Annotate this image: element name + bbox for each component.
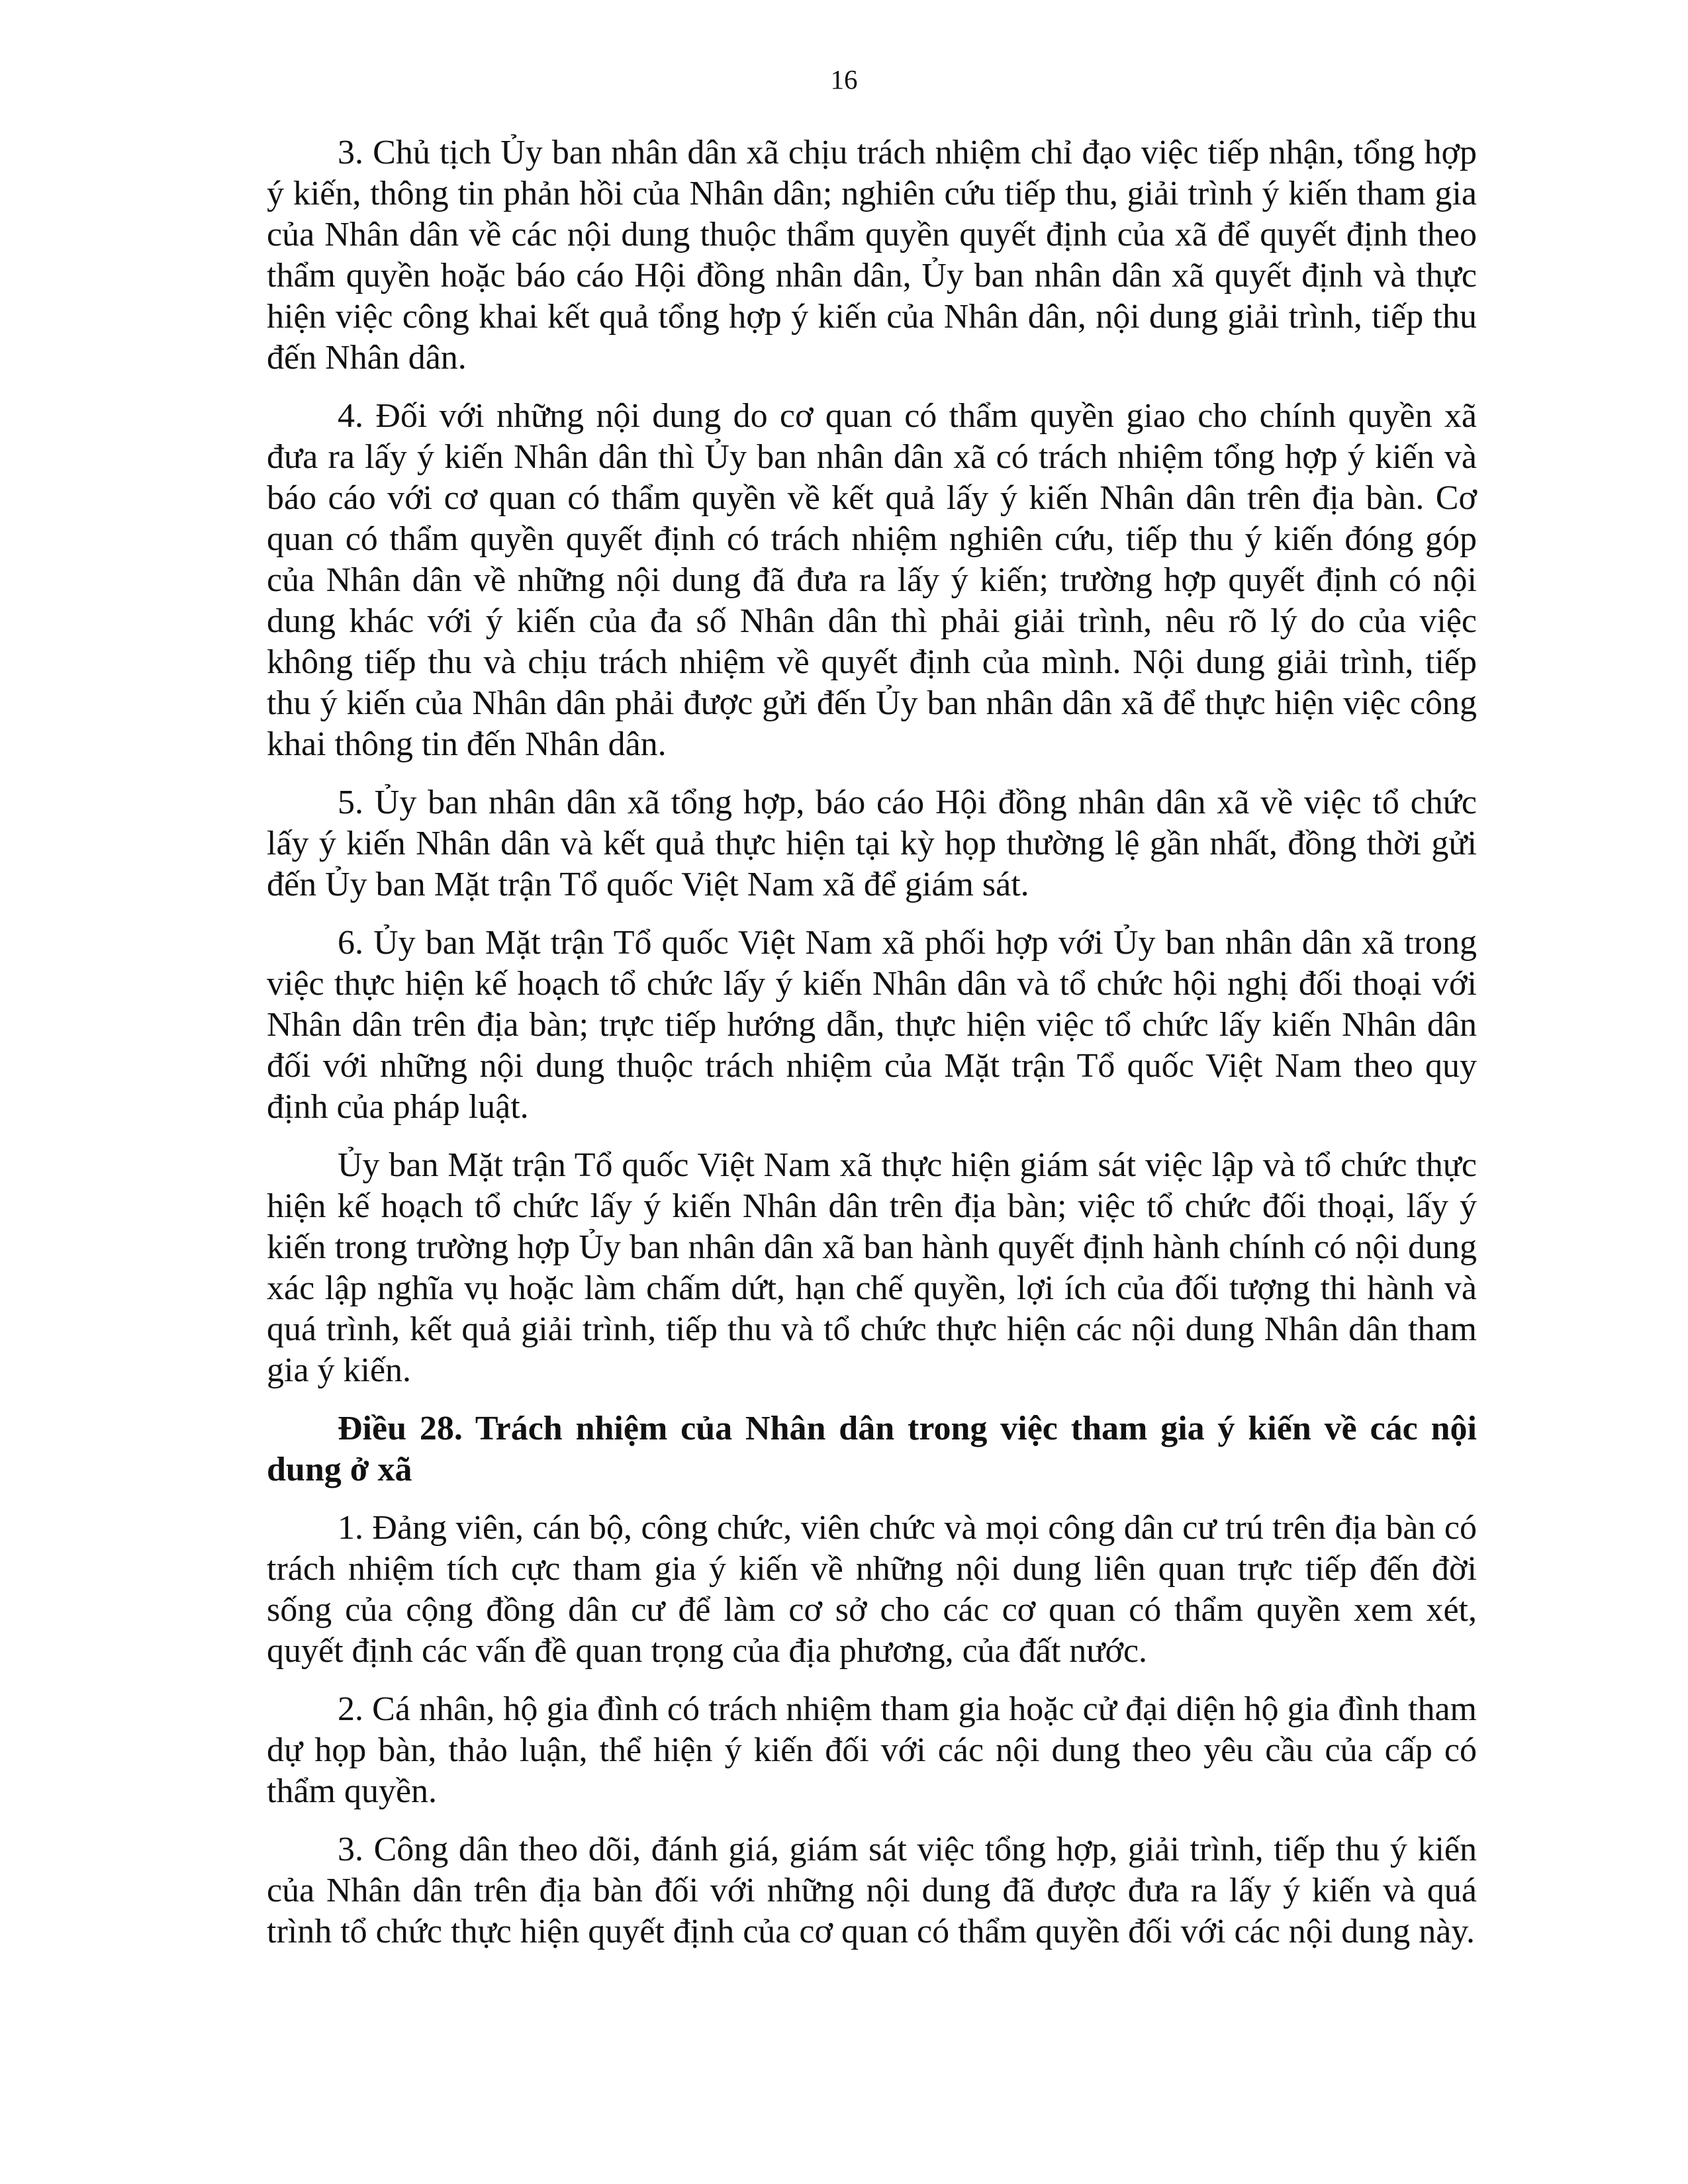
clause-5: 5. Ủy ban nhân dân xã tổng hợp, báo cáo Hội đồng nhân dân xã về việc tổ chức lấy ý kiến Nhân dân và kết quả thực hiện tại kỳ họp thường lệ gần nhất, đồng thời gửi đến Ủy ban Mặt trận Tổ quốc Việt Nam xã để giám sát. [267, 784, 1477, 903]
article-28-clause-1: 1. Đảng viên, cán bộ, công chức, viên chức và mọi công dân cư trú trên địa bàn có trách nhiệm tích cực tham gia ý kiến về những nội dung liên quan trực tiếp đến đời sống của cộng đồng dân cư để làm cơ sở cho các cơ quan có thẩm quyền xem xét, quyết định các vấn đề quan trọng của địa phương, của đất nước. [267, 1509, 1477, 1670]
article-28-clause-3: 3. Công dân theo dõi, đánh giá, giám sát việc tổng hợp, giải trình, tiếp thu ý kiến của Nhân dân trên địa bàn đối với những nội dung đã được đưa ra lấy ý kiến và quá trình tổ chức thực hiện quyết định của cơ quan có thẩm quyền đối với các nội dung này. [267, 1831, 1477, 1950]
page-number: 16 [830, 64, 858, 95]
clause-6-supervision: Ủy ban Mặt trận Tổ quốc Việt Nam xã thực hiện giám sát việc lập và tổ chức thực hiện kế hoạch tổ chức lấy ý kiến Nhân dân trên địa bàn; việc tổ chức đối thoại, lấy ý kiến trong trường hợp Ủy ban nhân dân xã ban hành quyết định hành chính có nội dung xác lập nghĩa vụ hoặc làm chấm dứt, hạn chế quyền, lợi ích của đối tượng thi hành và quá trình, kết quả giải trình, tiếp thu và tổ chức thực hiện các nội dung Nhân dân tham gia ý kiến. [267, 1146, 1477, 1389]
clause-3: 3. Chủ tịch Ủy ban nhân dân xã chịu trách nhiệm chỉ đạo việc tiếp nhận, tổng hợp ý kiến, thông tin phản hồi của Nhân dân; nghiên cứu tiếp thu, giải trình ý kiến tham gia của Nhân dân về các nội dung thuộc thẩm quyền quyết định của xã để quyết định theo thẩm quyền hoặc báo cáo Hội đồng nhân dân, Ủy ban nhân dân xã quyết định và thực hiện việc công khai kết quả tổng hợp ý kiến của Nhân dân, nội dung giải trình, tiếp thu đến Nhân dân. [267, 134, 1477, 377]
article-28-clause-2: 2. Cá nhân, hộ gia đình có trách nhiệm tham gia hoặc cử đại diện hộ gia đình tham dự họp bàn, thảo luận, thể hiện ý kiến đối với các nội dung theo yêu cầu của cấp có thẩm quyền. [267, 1690, 1477, 1810]
clause-6: 6. Ủy ban Mặt trận Tổ quốc Việt Nam xã phối hợp với Ủy ban nhân dân xã trong việc thực hiện kế hoạch tổ chức lấy ý kiến Nhân dân và tổ chức hội nghị đối thoại với Nhân dân trên địa bàn; trực tiếp hướng dẫn, thực hiện việc tổ chức lấy kiến Nhân dân đối với những nội dung thuộc trách nhiệm của Mặt trận Tổ quốc Việt Nam theo quy định của pháp luật. [267, 924, 1477, 1126]
document-body [267, 132, 1477, 1970]
clause-4: 4. Đối với những nội dung do cơ quan có thẩm quyền giao cho chính quyền xã đưa ra lấy ý kiến Nhân dân thì Ủy ban nhân dân xã có trách nhiệm tổng hợp ý kiến và báo cáo với cơ quan có thẩm quyền về kết quả lấy ý kiến Nhân dân trên địa bàn. Cơ quan có thẩm quyền quyết định có trách nhiệm nghiên cứu, tiếp thu ý kiến đóng góp của Nhân dân về những nội dung đã đưa ra lấy ý kiến; trường hợp quyết định có nội dung khác với ý kiến của đa số Nhân dân thì phải giải trình, nêu rõ lý do của việc không tiếp thu và chịu trách nhiệm về quyết định của mình. Nội dung giải trình, tiếp thu ý kiến của Nhân dân phải được gửi đến Ủy ban nhân dân xã để thực hiện việc công khai thông tin đến Nhân dân. [267, 397, 1477, 763]
article-28-heading: Điều 28. Trách nhiệm của Nhân dân trong việc tham gia ý kiến về các nội dung ở xã [267, 1410, 1477, 1488]
